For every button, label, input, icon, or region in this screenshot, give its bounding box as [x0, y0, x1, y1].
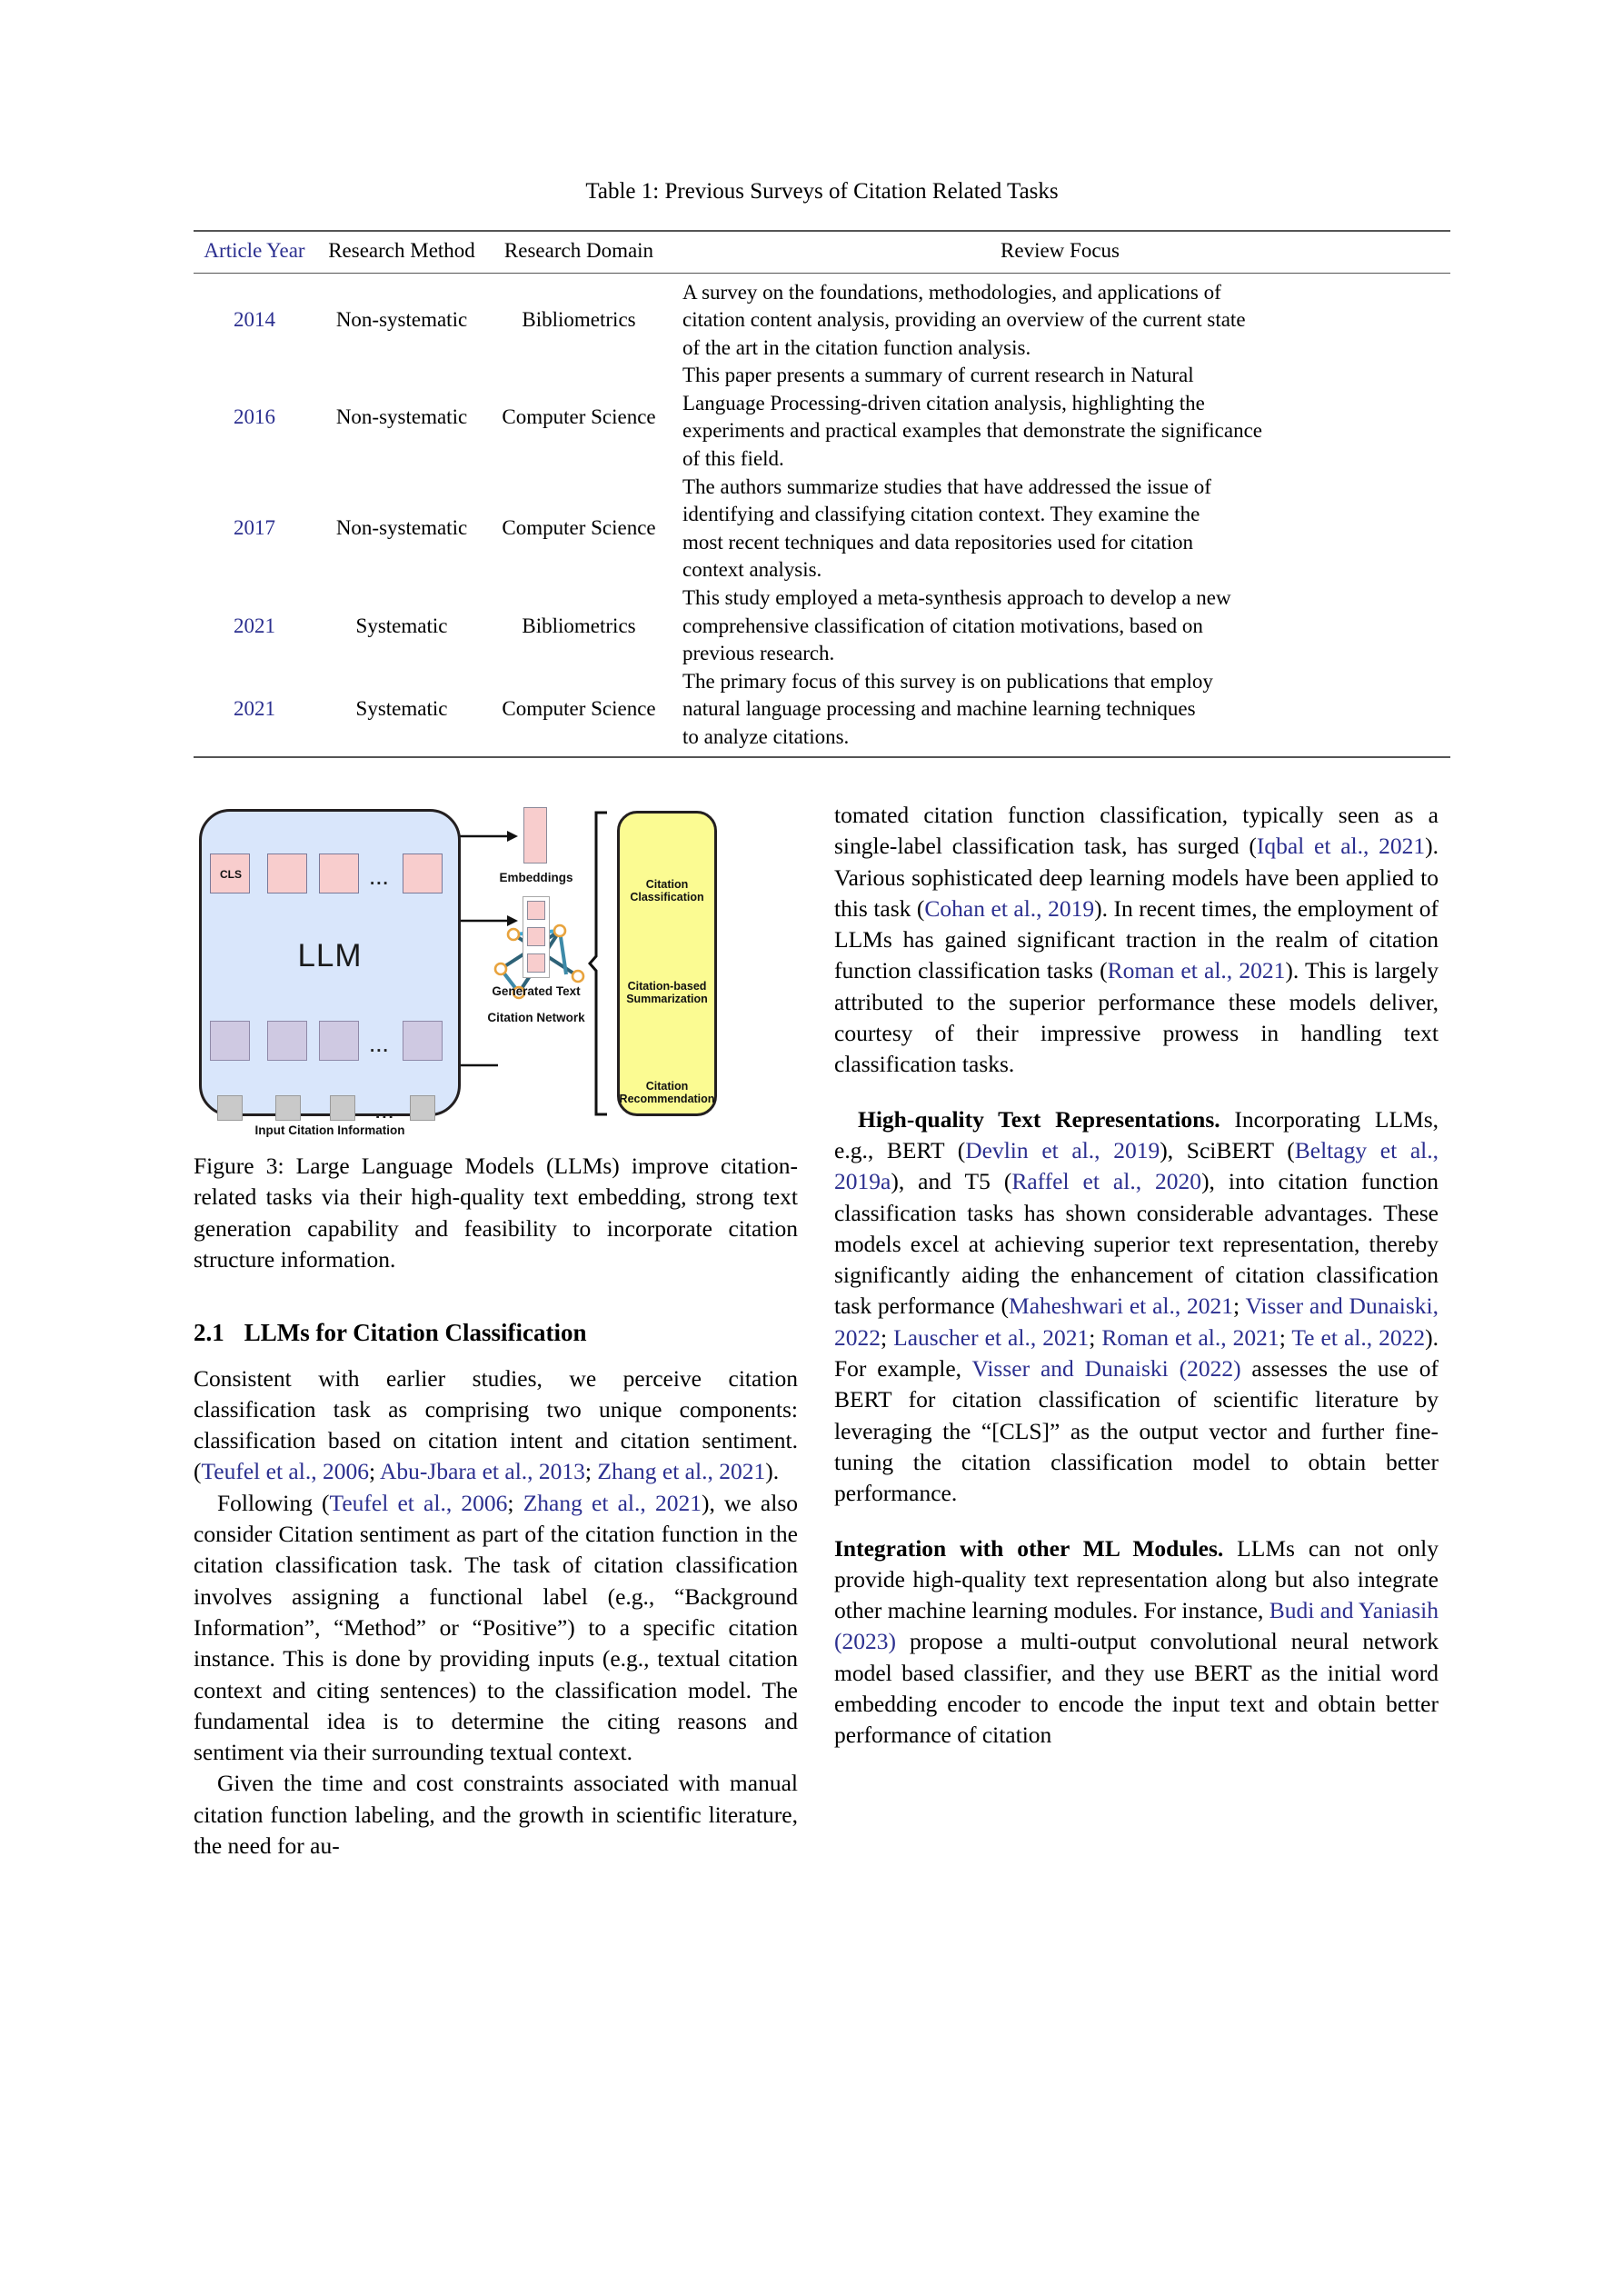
figure-caption-text: Large Language Models (LLMs) improve citation-related tasks via their high-quality text embedding, strong text generation capability and feasibility to incorporate citation structure information. [194, 1153, 798, 1273]
text-run: ). For example, [834, 1323, 1439, 1383]
token-raw-input [275, 1095, 301, 1121]
focus-line: The primary focus of this survey is on publications that employ [682, 669, 1213, 693]
paragraph-left-3 [194, 1768, 798, 1862]
cell-focus [670, 668, 1450, 757]
paragraph-right-1 [834, 800, 1439, 1081]
focus-line: previous research. [682, 642, 835, 665]
task-line-2: Recommendation [619, 1093, 715, 1106]
token-output [267, 1021, 307, 1061]
focus-line: to analyze citations. [682, 724, 850, 748]
token-cls [210, 854, 250, 893]
token-raw-input [410, 1095, 435, 1121]
token-output [403, 1021, 443, 1061]
th-research-domain: Research Domain [488, 231, 670, 273]
focus-line: natural language processing and machine learning techniques [682, 697, 1196, 721]
focus-line: of this field. [682, 447, 784, 471]
citation-link[interactable]: Lauscher et al., 2021 [893, 1323, 1090, 1351]
citation-link[interactable]: Iqbal et al., 2021 [1256, 833, 1426, 860]
focus-line: citation content analysis, providing an overview of the current state [682, 308, 1246, 332]
table-row [194, 362, 1450, 473]
citation-link[interactable]: Teufel et al., 2006 [329, 1489, 508, 1516]
table-1-block [194, 178, 1450, 758]
citation-link[interactable]: Maheshwari et al., 2021 [1009, 1293, 1234, 1320]
focus-line: The authors summarize studies that have addressed the issue of [682, 474, 1211, 498]
text-run: Consistent with earlier studies, we perceive citation classification task as comprising two unique components: classification based on citation intent and citation sentiment.( [194, 1364, 798, 1485]
th-research-method: Research Method [315, 231, 488, 273]
cell-year: 2016 [234, 405, 275, 429]
text-run: ; [584, 1458, 598, 1485]
text-run: propose a multi-output convolutional neural network model based classifier, and they use BERT as the initial word embedding encoder to encode the input text and obtain better performance of citation [834, 1628, 1439, 1749]
generated-token [527, 927, 545, 946]
text-run: ). In recent times, the employment of LLMs has gained significant traction in the realm of citation function classification tasks ( [834, 894, 1439, 984]
task-citation-classification-label [617, 878, 717, 904]
cell-method: Non-systematic [335, 405, 468, 429]
task-line-1: Citation [645, 878, 689, 891]
focus-line: A survey on the foundations, methodologies, and applications of [682, 280, 1221, 304]
task-line-2: Classification [630, 891, 704, 904]
citation-link[interactable]: Zhang et al., 2021 [597, 1458, 766, 1485]
section-title: LLMs for Citation Classification [244, 1319, 587, 1347]
focus-line: experiments and practical examples that demonstrate the significance [682, 419, 1262, 443]
citation-network-label: Citation Network [487, 1011, 585, 1024]
th-article-year: Article Year [194, 231, 315, 273]
citation-link[interactable]: Visser and Dunaiski (2022) [971, 1355, 1241, 1383]
focus-line: identifying and classifying citation context. They examine the [682, 503, 1200, 526]
text-run: ; [368, 1458, 381, 1485]
citation-link[interactable]: Budi and Yaniasih (2023) [834, 1597, 1439, 1655]
text-run: ; [1089, 1323, 1102, 1351]
section-number: 2.1 [194, 1319, 224, 1347]
citation-link[interactable]: Teufel et al., 2006 [201, 1458, 369, 1485]
paragraph-left-1 [194, 1363, 798, 1488]
cell-focus [670, 362, 1450, 473]
task-line-1: Citation [645, 1080, 689, 1093]
table-row [194, 668, 1450, 757]
citation-link[interactable]: Devlin et al., 2019 [965, 1136, 1160, 1163]
text-run: ), SciBERT ( [1160, 1136, 1295, 1163]
generated-token [527, 901, 545, 920]
citation-link[interactable]: Zhang et al., 2021 [523, 1489, 702, 1516]
text-run: assesses the use of BERT for citation classification of scientific literature by leveraging the “[CLS]” as the output vector and further fine-tuning the citation classification model to obtain better performance. [834, 1355, 1439, 1507]
left-column [194, 800, 798, 1862]
figure-3-caption [194, 1151, 798, 1275]
ellipsis-raw-tokens: ... [375, 1103, 395, 1123]
paragraph-right-2 [834, 1104, 1439, 1510]
embeddings-vector [523, 807, 547, 863]
focus-line: comprehensive classification of citation motivations, based on [682, 614, 1203, 637]
text-run: ), we also consider Citation sentiment as part of the citation function in the citation classification task. The task of citation classification involves assigning a functional label (e.g., “Background Information”, “Method” or “Positive”) to a specific citation instance. This is done by providing inputs (e.g., textual citation context and citing sentences) to the classification model. The fundamental idea is to determine the citing reasons and sentiment via their surrounding textual context. [194, 1489, 798, 1766]
task-line-2: Summarization [626, 993, 708, 1006]
figure-3 [194, 800, 798, 1136]
paragraph-left-2 [194, 1488, 798, 1769]
cell-focus [670, 474, 1450, 584]
table-row [194, 474, 1450, 584]
focus-line: most recent techniques and data repositories used for citation [682, 530, 1194, 554]
citation-link[interactable]: Te et al., 2022 [1291, 1323, 1426, 1351]
section-heading-2-1 [194, 1318, 798, 1347]
cell-year: 2021 [234, 614, 275, 637]
cell-domain: Computer Science [502, 516, 656, 540]
token-input [267, 854, 307, 893]
cell-method: Non-systematic [335, 516, 468, 540]
cell-focus [670, 273, 1450, 362]
cell-method: Systematic [355, 614, 448, 637]
cell-domain: Bibliometrics [522, 308, 636, 332]
citation-link[interactable]: Roman et al., 2021 [1101, 1323, 1279, 1351]
cell-year: 2017 [234, 516, 275, 540]
text-run: ; [507, 1489, 523, 1516]
table-body [194, 273, 1450, 756]
token-output [210, 1021, 250, 1061]
th-review-focus: Review Focus [670, 231, 1450, 273]
text-run: ). Various sophisticated deep learning models have been applied to this task ( [834, 833, 1439, 922]
downstream-tasks-panel [617, 811, 717, 1116]
survey-table [194, 230, 1450, 756]
cell-year: 2021 [234, 697, 275, 721]
citation-link[interactable]: Cohan et al., 2019 [924, 894, 1095, 922]
cell-domain: Computer Science [502, 697, 656, 721]
token-output [319, 1021, 359, 1061]
cell-method: Non-systematic [335, 308, 468, 332]
table-row [194, 273, 1450, 362]
brace-icon [590, 813, 607, 1114]
text-run: ), and T5 ( [891, 1168, 1012, 1195]
task-citation-recommendation-label [613, 1080, 721, 1106]
text-run: ). This is largely attributed to the superior performance these models deliver, courtesy of their impressive prowess in handling text classification tasks. [834, 957, 1439, 1078]
focus-line: of the art in the citation function analysis. [682, 335, 1031, 359]
table-head [194, 231, 1450, 273]
text-run: Following ( [217, 1489, 330, 1516]
focus-line: This paper presents a summary of current research in Natural [682, 364, 1194, 387]
citation-link[interactable]: Raffel et al., 2020 [1011, 1168, 1202, 1195]
focus-line: This study employed a meta-synthesis approach to develop a new [682, 585, 1231, 609]
input-citation-information-label: Input Citation Information [254, 1123, 405, 1137]
table-row [194, 584, 1450, 668]
table-header-row [194, 231, 1450, 273]
llm-label: LLM [297, 938, 363, 973]
embeddings-label: Embeddings [499, 871, 573, 884]
token-raw-input [330, 1095, 355, 1121]
generated-text-label: Generated Text [492, 984, 581, 998]
runin-heading-high-quality-text-representations: High-quality Text Representations. [858, 1105, 1220, 1133]
paragraph-right-3 [834, 1533, 1439, 1752]
text-run: LLMs can not only provide high-quality text representation along but also integrate other machine learning modules. For instance, [834, 1534, 1439, 1624]
task-citation-summarization-label [617, 980, 717, 1006]
text-run: ; [881, 1323, 894, 1351]
generated-token [527, 953, 545, 973]
token-input [319, 854, 359, 893]
focus-line: Language Processing-driven citation analysis, highlighting the [682, 391, 1205, 414]
cls-label: CLS [220, 867, 242, 881]
ellipsis-output-tokens: ... [370, 1037, 390, 1056]
citation-link[interactable]: Abu-Jbara et al., 2013 [380, 1458, 585, 1485]
text-run: tomated citation function classification, typically seen as a single-label classification task, has surged ( [834, 802, 1439, 860]
text-run: Incorporating LLMs, e.g., BERT ( [834, 1105, 1439, 1163]
cell-method: Systematic [355, 697, 448, 721]
text-run: ; [1279, 1323, 1292, 1351]
focus-line: context analysis. [682, 558, 822, 582]
text-run: ). [765, 1458, 780, 1485]
cell-domain: Bibliometrics [522, 614, 636, 637]
figure-caption-label: Figure 3: [194, 1153, 284, 1179]
text-run: Given the time and cost constraints associated with manual citation function labeling, and the growth in scientific literature, the need for au- [194, 1770, 798, 1860]
cell-focus [670, 584, 1450, 668]
text-run: ), into citation function classification tasks has shown considerable advantages. These models excel at achieving superior text representation, thereby significantly aiding the enhancement of citation classification task performance ( [834, 1168, 1439, 1320]
right-column [834, 800, 1439, 1752]
ellipsis-input-tokens: ... [370, 870, 390, 889]
citation-link[interactable]: Roman et al., 2021 [1107, 957, 1286, 984]
cell-year: 2014 [234, 308, 275, 332]
citation-link[interactable]: Beltagy et al., 2019a [834, 1136, 1439, 1195]
table-caption: Table 1: Previous Surveys of Citation Related Tasks [585, 179, 1059, 204]
runin-heading-integration-with-other-ml-modules: Integration with other ML Modules. [834, 1534, 1224, 1562]
token-raw-input [217, 1095, 243, 1121]
text-run: ; [1233, 1293, 1246, 1320]
table-bottom-rule [194, 756, 1450, 758]
cell-domain: Computer Science [502, 405, 656, 429]
citation-link[interactable]: Visser and Dunaiski, 2022 [834, 1293, 1439, 1351]
task-line-1: Citation-based [627, 980, 707, 993]
token-input [403, 854, 443, 893]
